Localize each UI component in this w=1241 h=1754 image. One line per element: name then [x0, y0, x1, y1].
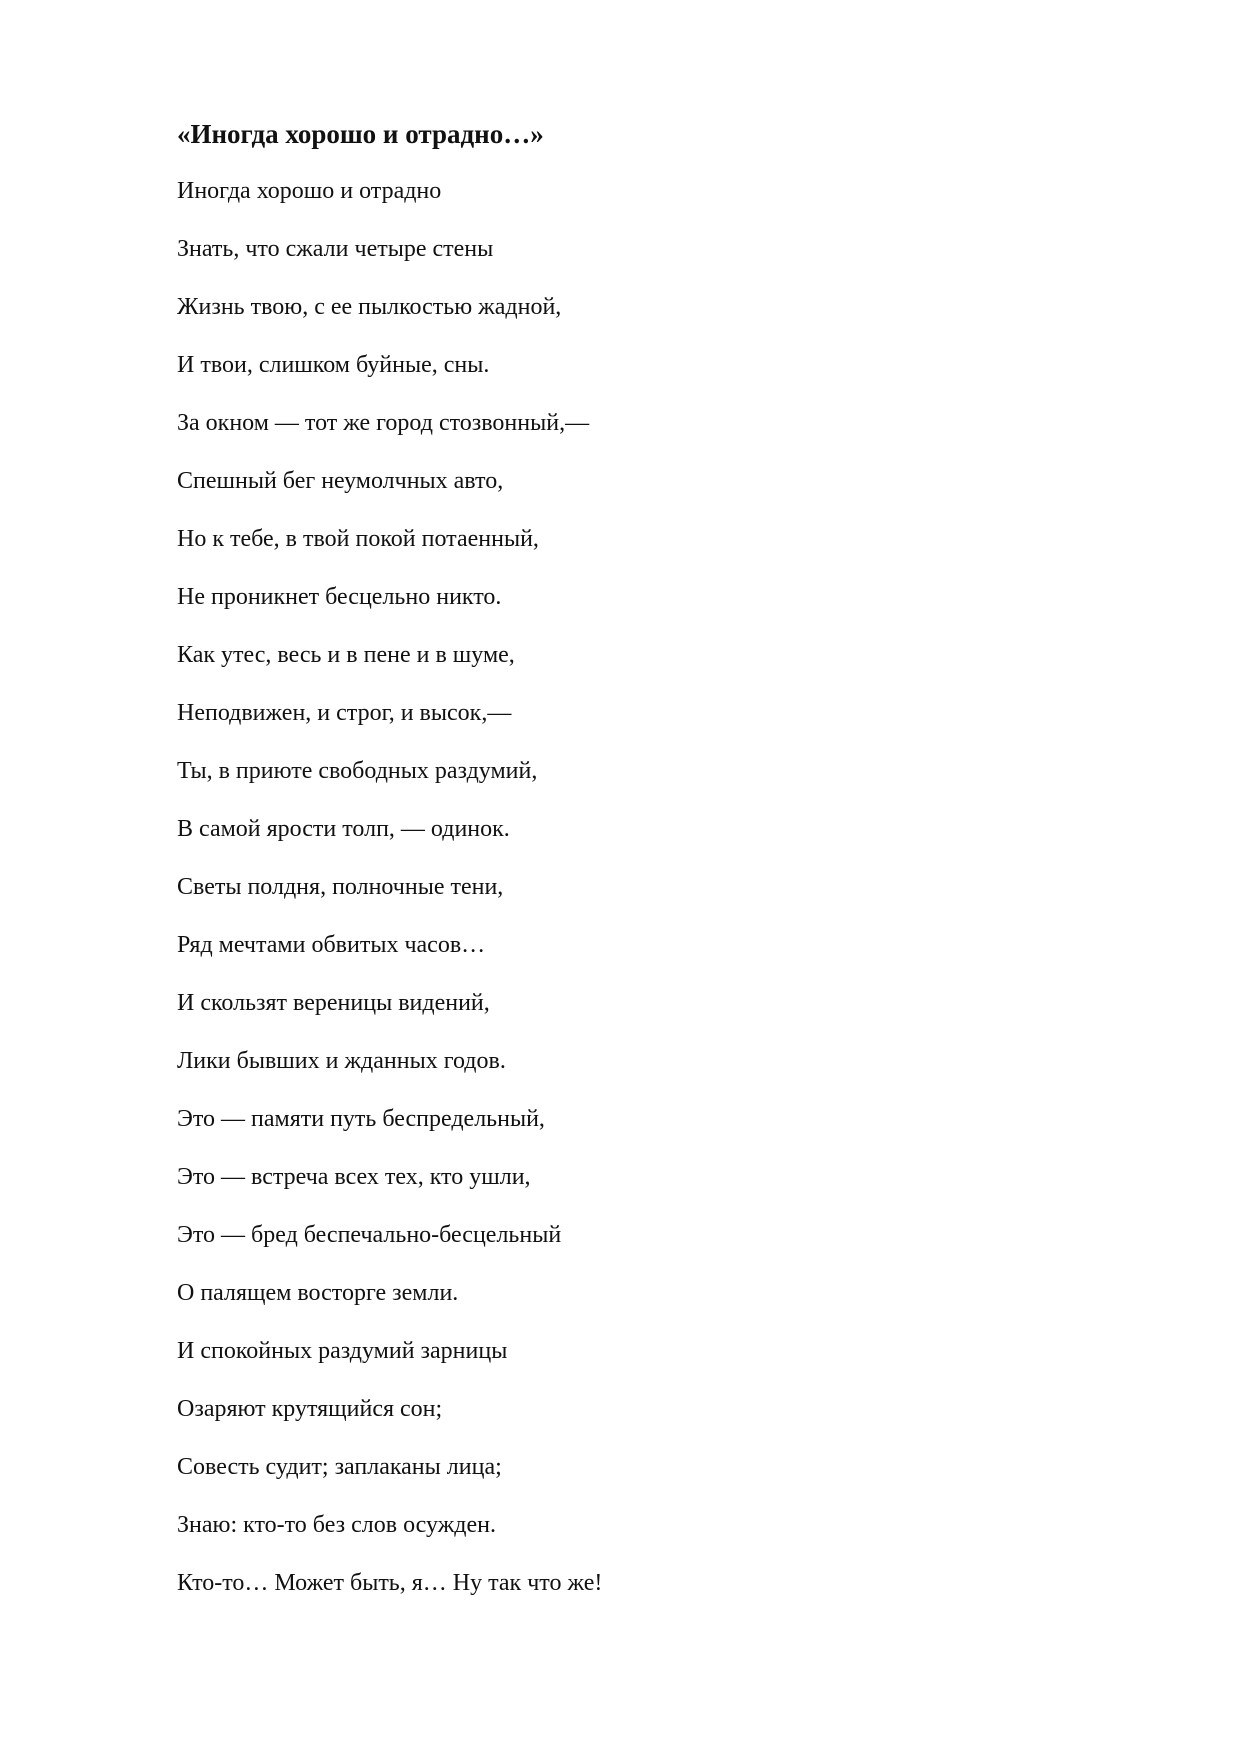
poem-line: Знаю: кто-то без слов осужден. — [177, 1512, 496, 1538]
poem-line: Совесть судит; заплаканы лица; — [177, 1454, 502, 1480]
poem-line: Жизнь твою, с ее пылкостью жадной, — [177, 294, 562, 320]
poem-line: Знать, что сжали четыре стены — [177, 236, 494, 262]
poem-title: «Иногда хорошо и отрадно…» — [177, 119, 544, 149]
poem-line: Кто-то… Может быть, я… Ну так что же! — [177, 1570, 603, 1596]
poem-line: Неподвижен, и строг, и высок,— — [177, 700, 512, 726]
poem-line: Ты, в приюте свободных раздумий, — [177, 758, 538, 784]
poem-line: Это — бред беспечально-бесцельный — [177, 1222, 562, 1248]
poem-body — [177, 176, 602, 1626]
poem-line: Это — встреча всех тех, кто ушли, — [177, 1164, 531, 1190]
poem-line: И твои, слишком буйные, сны. — [177, 352, 490, 378]
poem-line: Это — памяти путь беспредельный, — [177, 1106, 545, 1132]
poem-line: Лики бывших и жданных годов. — [177, 1048, 506, 1074]
poem-line: И скользят вереницы видений, — [177, 990, 490, 1016]
poem-line: Как утес, весь и в пене и в шуме, — [177, 642, 515, 668]
poem-line: В самой ярости толп, — одинок. — [177, 816, 510, 842]
poem-line: Не проникнет бесцельно никто. — [177, 584, 502, 610]
poem-line: За окном — тот же город стозвонный,— — [177, 410, 590, 436]
poem-line: Но к тебе, в твой покой потаенный, — [177, 526, 539, 552]
poem-line: Светы полдня, полночные тени, — [177, 874, 504, 900]
poem-line: О палящем восторге земли. — [177, 1280, 459, 1306]
poem-line: И спокойных раздумий зарницы — [177, 1338, 508, 1364]
poem-line: Спешный бег неумолчных авто, — [177, 468, 504, 494]
poem-line: Озаряют крутящийся сон; — [177, 1396, 443, 1422]
poem-line: Ряд мечтами обвитых часов… — [177, 932, 486, 958]
poem-line: Иногда хорошо и отрадно — [177, 178, 442, 204]
